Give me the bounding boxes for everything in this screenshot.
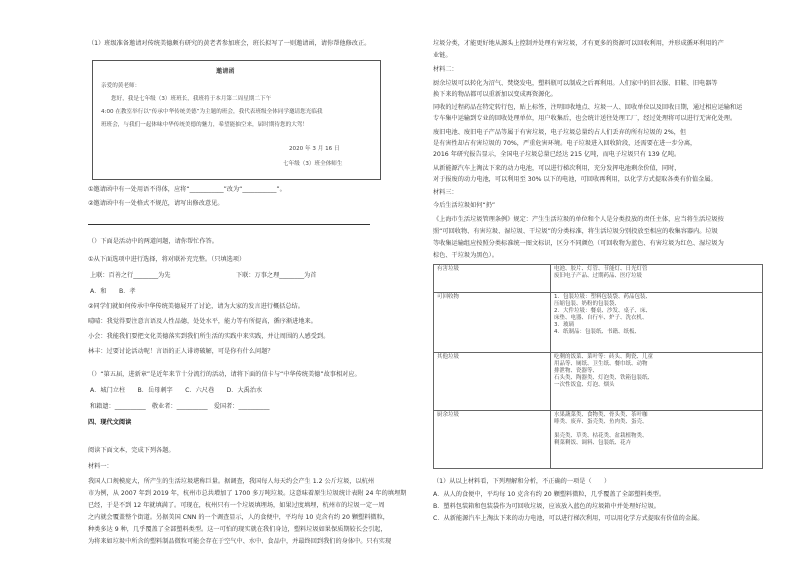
section-heading: 四、现代文阅读 bbox=[88, 419, 132, 426]
intro-line: 业链。 bbox=[433, 52, 452, 59]
invitation-body-2: 4:00 在教室举行以“传承中华传统美德”为主题的班会，我代表班级全体同学邀请您光临我 bbox=[101, 109, 323, 115]
table-content: 电池、胶片、灯管、节能灯、日光灯管 废旧电子产品、过期药品、医疗垃圾 bbox=[551, 265, 763, 293]
table-category: 可回收物 bbox=[434, 293, 551, 353]
table-content: 水果蔬菜类、食物类、骨头类、茶叶咖 啡类、废弃、蛋壳类、鱼肉类、蛋壳、 果壳类、草类、枯花类、盆栽植物类、 剩菜剩饭、调料、包装纸、花卉 bbox=[551, 411, 763, 469]
speech-1: 晴晴：我觉得要注意言语及人性品德，处处水平，能力等有所提高，循序渐进地来。 bbox=[88, 318, 317, 325]
invitation-box bbox=[92, 60, 381, 180]
q2-part-b: ②同学们就如何传承中华传统美德展开了讨论，请为大家的发言进行概括总结。 bbox=[88, 303, 304, 310]
waste-classification-table bbox=[433, 264, 763, 469]
couplet-upper: 上联：百善之行________为先 bbox=[90, 272, 171, 279]
material-3-title: 材料三： bbox=[433, 189, 458, 196]
material-2-line: 2016 年研究报告显示，全国电子垃圾总量已经达 215 亿吨，而电子垃圾只有 139 亿吨。 bbox=[433, 151, 681, 158]
material-2-line: 对于报废的动力电池，可以利用至 30% 以下的电池，可回收再利用，以化学方式提取各类有价值金属。 bbox=[433, 176, 717, 183]
material-1-title: 材料一： bbox=[88, 463, 113, 470]
material-2-line: 换下来的物品都可以重新加以变成再资源化。 bbox=[433, 91, 557, 98]
invitation-date: 2020 年 3 月 16 日 bbox=[289, 146, 340, 152]
material-3-line: 等收集运输组应按照分类标准统一图文标识，区分不同颜色（可回收物为蓝色、有害垃圾为红色、湿垃圾为 bbox=[433, 240, 724, 247]
question-1: （1）从以上材料看，下列理解和分析，不正确的一项是（ ） bbox=[433, 478, 611, 485]
material-2-line: 废旧电池、废旧电子产品等属于有害垃圾，电子垃圾总量约占人们丢弃的所有垃圾的 2%，但 bbox=[433, 129, 687, 136]
table-row bbox=[434, 411, 763, 469]
material-2-line: 专车集中运输到专业的回收处理单位，用户收集后，也会统计送往处理工厂，经过处理将可以进行无害化处理。 bbox=[433, 115, 737, 122]
couplet-options: A．和 B．孝 bbox=[90, 288, 136, 295]
option-c: C．从新能源汽车上淘汰下来的动力电池，可以进行梯次利用，可以用化学方式提取有价值的金属。 bbox=[433, 515, 704, 522]
table-content: 1．包装垃圾：塑料包装袋、药品包装、 压缩包装、奶粉的包装袋、 2．大件垃圾：餐桌、沙发、桌子、床、 床垫、电器、自行车、炉子、洗衣机、 3．玻璃 4．纸制品：包装纸、书籍、纸板、 bbox=[551, 293, 763, 353]
q3-fill-labels: 和籍遗：__________ 敬业者：__________ 爱国者：__________ bbox=[90, 403, 270, 410]
material-1-line: 为将来如垃圾中所含的塑料制品微粒可能会存在于空气中、水中、食品中，并最终回到我们的身体中。只有实现 bbox=[88, 538, 392, 545]
material-2-line: 从新能源汽车上淘汰下来的动力电池，可以进行梯次利用，充分发挥电池剩余价值，同时， bbox=[433, 165, 681, 172]
material-3-subtitle: 今后生活垃圾如何“扔” bbox=[433, 202, 496, 209]
invitation-body-3: 班班会，与我们一起体味中华传统美德的魅力，希望能抽空来，届时期待您的大驾！ bbox=[101, 122, 308, 128]
table-content: 吃剩的饭菜、菜叶等：砖头、陶瓷、儿童 用品等、厕纸、卫生纸、餐巾纸、动物 排泄物、瓷器等、 石头类、陶器类、灯泡类、铁箱包装纸、 一次性饭盒、灯泡、烟头 bbox=[551, 353, 763, 411]
material-1-line: 已经，于是不到 12 年就填满了。可现在，杭州只有一个垃圾填埋场，如果过度填埋，杭州市的垃圾一定一周 bbox=[88, 502, 385, 509]
material-2-title: 材料二： bbox=[433, 66, 458, 73]
q1-prompt: （1）班级准备邀请对传统美德颇有研究的黄老者参加班会，班长拟写了一则邀请函，请你帮他修改正。 bbox=[88, 40, 371, 47]
invitation-signature: 七年级（3）班全体师生 bbox=[283, 161, 343, 167]
right-column bbox=[397, 0, 794, 562]
option-a: A．从人的食便中，平均每 10 克含有约 20 颗塑料微粒，几乎覆盖了全部塑料类型。 bbox=[433, 491, 666, 498]
material-1-line: 我国人口规模庞大，所产生的生活垃圾堪称巨量。据调查，我国每人每天约会产生 1.2 公斤垃圾，以杭州 bbox=[88, 478, 375, 485]
q3-options: A．城门立柱 B．岳母刺字 C．六尺巷 D．大禹治水 bbox=[90, 387, 263, 394]
q3-prompt: （）“第五届，进新章”是近年来节十分流行的活动，请将下面的信卡与“中华传统美德”故事相对应。 bbox=[88, 371, 361, 378]
table-category: 有害垃圾 bbox=[434, 265, 551, 293]
material-3-line: 《上海市生活垃圾管理条例》规定：产生生活垃圾的单位和个人是分类投放的责任主体，应当将生活垃圾按 bbox=[433, 216, 724, 223]
table-row bbox=[434, 353, 763, 411]
material-2-line: 同收的过程药品在特定转行包，贴上标签，注明回收地点、垃圾一人、回收单位以及回收日期，通过相应运输和运 bbox=[433, 104, 743, 111]
table-row bbox=[434, 293, 763, 353]
material-1-line: 之内就会覆盖整个街道。另据美国 CNN 的一个调查显示，人的食便中，平均每 10 克含有约 20 颗塑料微粒， bbox=[88, 514, 389, 521]
material-1-line: 种类多达 9 种，几乎覆盖了全部塑料类型。这一可怕的现实就在我们身边，塑料垃圾如果保质期较长会引起， bbox=[88, 526, 387, 533]
invitation-greeting: 亲爱的黄老师： bbox=[101, 83, 141, 89]
table-row bbox=[434, 265, 763, 293]
invitation-title: 邀请函 bbox=[216, 68, 235, 75]
q2-part-a: ①从下面选项中进行选择，将对联补充完整。（只填选项） bbox=[88, 256, 246, 263]
intro-line: 垃圾分类，才能更好地从源头上控制并处理有害垃圾，才有更多的资源可以回收利用，并形成循环利用的产 bbox=[433, 40, 724, 47]
q2-prompt: （）下面是活动中的两道问题，请你帮忙作答。 bbox=[88, 238, 218, 245]
table-category: 厨余垃圾 bbox=[434, 411, 551, 469]
material-2-line: 厨余垃圾可以转化为沼气、焚烧发电，塑料瓶可以制成之后再利用。人们家中的旧衣服、旧鞋、旧电器等 bbox=[433, 80, 718, 87]
q1-part-b: ②邀请函中有一处格式不规范，请写出修改意见。 bbox=[88, 200, 224, 207]
invitation-body-1: 您好，我是七年级（3）班班长，我班将于本月第二周星期二下午 bbox=[111, 96, 272, 102]
material-1-line: 市为例，从 2007 年到 2019 年，杭州市总共增加了 1700 多万吨垃圾。这意味着原生垃圾统计表附 24 年的填埋期 bbox=[88, 490, 407, 497]
material-3-line: 照“可回收物、有害垃圾、湿垃圾、干垃圾”的分类标准，将生活垃圾分别投放至相应的收集容器内。垃圾 bbox=[433, 228, 718, 235]
couplet-lower: 下联：万事之理________为首 bbox=[236, 272, 317, 279]
speech-2: 小会：我能我们要把文化美德落实到我们所生活的实践中来实践，并让周围的人感受到。 bbox=[88, 333, 330, 340]
speech-3: 林丰：过要讨论活动呢！言语的正人诽谤破解，可是你有什么问题？ bbox=[88, 348, 274, 355]
reading-prompt: 阅读下面文本，完成下列各题。 bbox=[88, 447, 175, 454]
material-2-line: 是有害性却占有害垃圾的 70%，严重危害环境。电子垃圾进入回收阶段，还需要在进一步分离， bbox=[433, 140, 697, 147]
table-category: 其他垃圾 bbox=[434, 353, 551, 411]
q1-answer-line[interactable] bbox=[88, 216, 370, 225]
option-b: B．塑料包装箱和包装袋作为可回收垃圾，应该放入蓝色的垃圾箱中并处理好垃圾。 bbox=[433, 503, 660, 510]
material-3-line: 棕色、干垃圾为黑色）。 bbox=[433, 252, 498, 259]
q1-part-a: ①邀请函中有一处用语不得体，应将“___________”改为“___________”。 bbox=[88, 186, 286, 193]
